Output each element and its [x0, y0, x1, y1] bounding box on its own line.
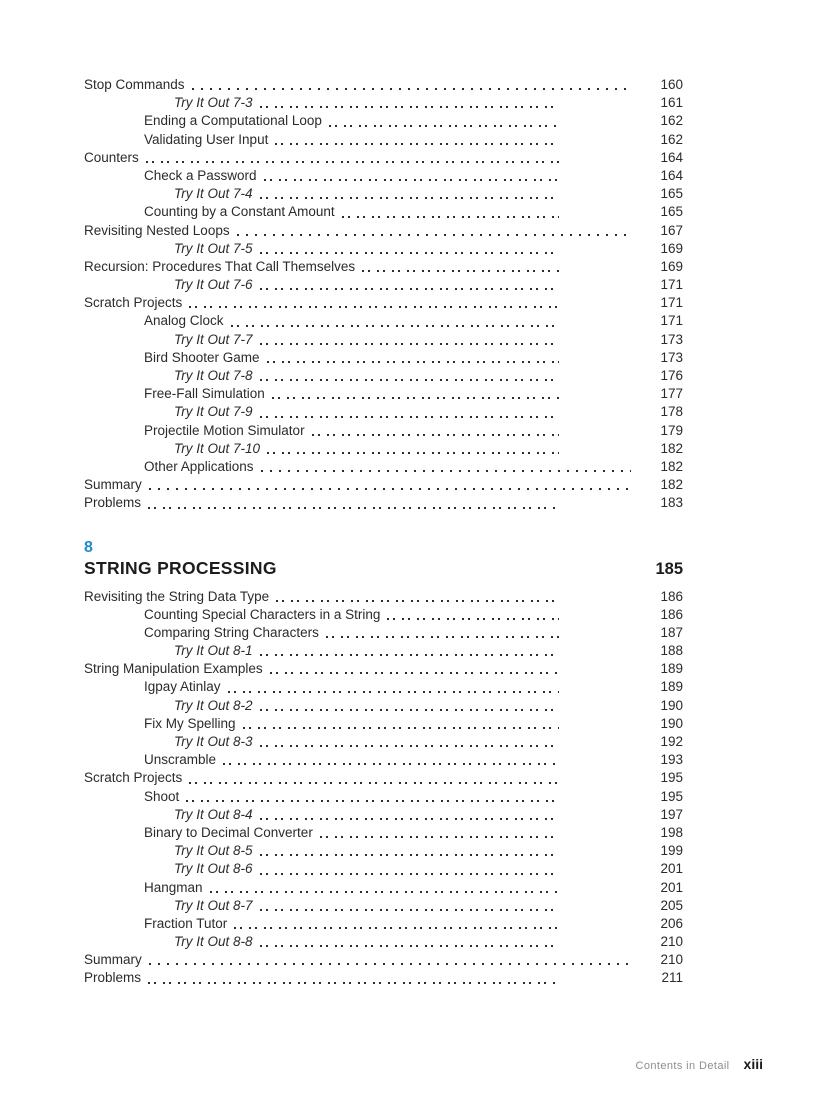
toc-entry: [84, 222, 683, 240]
toc-entry-label: Try It Out 7-9: [174, 404, 253, 420]
dot-leader: [146, 161, 559, 163]
toc-entry-label: Unscramble: [144, 752, 217, 768]
toc-entry-label: Analog Clock: [144, 313, 224, 329]
toc-entry-page-number: 189: [660, 661, 683, 677]
dot-leader: [149, 488, 631, 490]
dot-leader: [234, 927, 559, 929]
toc-entry: [84, 331, 683, 349]
toc-entry: [84, 294, 683, 312]
dot-leader: [276, 600, 559, 602]
toc-entry-page-number: 201: [660, 861, 683, 877]
toc-entry-page-number: 190: [660, 697, 683, 713]
dot-leader: [260, 288, 559, 290]
toc-entry: [84, 933, 683, 951]
toc-entry-label: Try It Out 8-5: [174, 843, 253, 859]
dot-leader: [260, 709, 559, 711]
dot-leader: [260, 379, 559, 381]
toc-entry-label: Try It Out 7-8: [174, 368, 253, 383]
dot-leader: [260, 909, 559, 911]
toc-entry-page-number: 192: [660, 734, 683, 749]
toc-entry-page-number: 186: [660, 588, 683, 604]
toc-entry: [84, 751, 683, 769]
dot-leader: [264, 179, 559, 181]
dot-leader: [260, 252, 559, 254]
toc-entry-page-number: 210: [660, 934, 683, 950]
dot-leader: [189, 782, 559, 784]
toc-entry: [84, 312, 683, 330]
dot-leader: [260, 818, 559, 820]
toc-entry-label: Free-Fall Simulation: [144, 386, 265, 402]
toc-entry: [84, 860, 683, 878]
toc-entry: [84, 258, 683, 276]
dot-leader: [312, 434, 559, 436]
toc-entry: [84, 915, 683, 933]
toc-entry-label: Hangman: [144, 879, 203, 895]
toc-entry-page-number: 161: [660, 95, 683, 111]
toc-entry-label: Scratch Projects: [84, 295, 183, 311]
toc-entry-label: String Manipulation Examples: [84, 661, 263, 677]
toc-entry: [84, 240, 683, 258]
toc-entry: [84, 806, 683, 824]
dot-leader: [270, 672, 559, 674]
toc-entry: [84, 458, 683, 476]
toc-entry-page-number: 164: [660, 167, 683, 183]
toc-entry: [84, 112, 683, 130]
toc-entry-page-number: 173: [660, 331, 683, 347]
toc-entry-label: Try It Out 8-8: [174, 934, 253, 950]
toc-entry-page-number: 162: [660, 113, 683, 129]
chapter8-entries: [84, 588, 683, 988]
dot-leader: [210, 891, 559, 893]
toc-entry: [84, 385, 683, 403]
toc-entry-label: Counting by a Constant Amount: [144, 204, 335, 220]
toc-entry-label: Try It Out 7-10: [174, 440, 261, 456]
dot-leader: [243, 727, 559, 729]
dot-leader: [148, 507, 559, 509]
toc-entry-label: Try It Out 8-2: [174, 697, 253, 713]
dot-leader: [387, 618, 559, 620]
toc-entry: [84, 660, 683, 678]
toc-entry: [84, 131, 683, 149]
toc-entry: [84, 440, 683, 458]
toc-entry: [84, 842, 683, 860]
toc-entry: [84, 588, 683, 606]
chapter-title: STRING PROCESSING: [84, 557, 277, 578]
dot-leader: [237, 234, 631, 236]
toc-entry-page-number: 190: [660, 715, 683, 731]
toc-entry-page-number: 199: [660, 843, 683, 859]
dot-leader: [260, 197, 559, 199]
toc-entry-label: Validating User Input: [144, 131, 269, 147]
toc-entry: [84, 149, 683, 167]
dot-leader: [260, 854, 559, 856]
toc-entry-page-number: 193: [660, 752, 683, 768]
dot-leader: [272, 397, 559, 399]
dot-leader: [148, 982, 559, 984]
toc-entry-label: Try It Out 7-4: [174, 186, 253, 202]
toc-entry-page-number: 195: [660, 770, 683, 786]
dot-leader: [260, 945, 559, 947]
toc-entry-label: Try It Out 8-7: [174, 897, 253, 913]
dot-leader: [261, 470, 631, 472]
toc-entry: [84, 642, 683, 660]
toc-entry: [84, 422, 683, 440]
toc-entry: [84, 824, 683, 842]
chapter7-toc-section: [84, 76, 683, 513]
toc-entry-page-number: 160: [660, 77, 683, 92]
toc-entry: [84, 769, 683, 787]
dot-leader: [275, 143, 559, 145]
toc-entry-label: Ending a Computational Loop: [144, 113, 322, 129]
toc-entry-label: Scratch Projects: [84, 770, 183, 786]
toc-entry: [84, 167, 683, 185]
toc-entry-label: Fraction Tutor: [144, 915, 228, 931]
toc-entry-page-number: 197: [660, 806, 683, 822]
toc-entry-page-number: 165: [660, 186, 683, 202]
toc-entry-page-number: 178: [660, 404, 683, 420]
dot-leader: [362, 270, 559, 272]
toc-entry-label: Igpay Atinlay: [144, 679, 221, 695]
dot-leader: [186, 800, 559, 802]
toc-entry: [84, 185, 683, 203]
dot-leader: [326, 636, 559, 638]
toc-entry: [84, 624, 683, 642]
toc-entry-page-number: 183: [660, 495, 683, 511]
toc-entry: [84, 715, 683, 733]
toc-entry: [84, 606, 683, 624]
toc-entry-label: Check a Password: [144, 167, 257, 183]
toc-entry-page-number: 198: [660, 824, 683, 840]
toc-entry: [84, 367, 683, 385]
toc-entry-label: Shoot: [144, 788, 180, 804]
dot-leader: [267, 452, 559, 454]
toc-entry: [84, 403, 683, 421]
toc-entry-page-number: 179: [660, 422, 683, 438]
dot-leader: [149, 963, 631, 965]
toc-entry-page-number: 206: [660, 915, 683, 931]
toc-entry-page-number: 171: [660, 295, 683, 311]
dot-leader: [329, 125, 559, 127]
toc-entry-label: Try It Out 7-7: [174, 331, 253, 347]
toc-entry-page-number: 182: [660, 440, 683, 456]
dot-leader: [320, 836, 559, 838]
toc-entry-page-number: 171: [660, 313, 683, 329]
toc-entry-label: Try It Out 8-3: [174, 734, 253, 749]
footer-section-label: Contents in Detail: [635, 1060, 730, 1072]
toc-entry: [84, 349, 683, 367]
toc-entry-page-number: 162: [660, 131, 683, 147]
toc-entry-label: Summary: [84, 952, 142, 968]
toc-entry-page-number: 188: [660, 643, 683, 659]
toc-entry: [84, 733, 683, 751]
toc-entry-page-number: 201: [660, 879, 683, 895]
dot-leader: [231, 325, 559, 327]
toc-entry: [84, 697, 683, 715]
toc-entry-label: Counters: [84, 149, 139, 165]
toc-entry-label: Comparing String Characters: [144, 624, 319, 640]
toc-entry-label: Summary: [84, 477, 142, 493]
toc-entry-page-number: 171: [660, 277, 683, 293]
toc-entry-page-number: 211: [661, 970, 683, 986]
toc-entry-page-number: 182: [660, 458, 683, 474]
toc-entry-page-number: 210: [660, 952, 683, 968]
toc-entry-label: Bird Shooter Game: [144, 349, 260, 365]
dot-leader: [192, 88, 631, 90]
toc-entry: [84, 76, 683, 94]
toc-entry-page-number: 169: [660, 258, 683, 274]
toc-entry-label: Try It Out 7-3: [174, 95, 253, 111]
toc-entry-page-number: 177: [660, 386, 683, 402]
toc-entry: [84, 879, 683, 897]
toc-entry-label: Other Applications: [144, 458, 254, 474]
toc-entry-label: Problems: [84, 495, 142, 511]
chapter-number: 8: [84, 538, 93, 556]
toc-entry: [84, 494, 683, 512]
dot-leader: [260, 873, 559, 875]
dot-leader: [267, 361, 559, 363]
chapter-start-page: 185: [655, 559, 683, 578]
footer-page-number: xiii: [743, 1056, 763, 1072]
toc-entry: [84, 951, 683, 969]
toc-entry-label: Fix My Spelling: [144, 715, 236, 731]
toc-entry-label: Counting Special Characters in a String: [144, 606, 381, 622]
dot-leader: [189, 306, 559, 308]
toc-entry-label: Try It Out 8-6: [174, 861, 253, 877]
chapter7-entries: [84, 76, 683, 513]
toc-entry-page-number: 173: [660, 349, 683, 365]
dot-leader: [260, 654, 559, 656]
dot-leader: [342, 216, 559, 218]
toc-entry-page-number: 164: [660, 149, 683, 165]
dot-leader: [260, 416, 559, 418]
toc-entry-page-number: 176: [660, 368, 683, 383]
dot-leader: [260, 745, 559, 747]
toc-entry-page-number: 165: [660, 204, 683, 220]
toc-entry-label: Binary to Decimal Converter: [144, 824, 313, 840]
toc-entry-page-number: 187: [660, 624, 683, 640]
toc-entry-label: Problems: [84, 970, 142, 986]
toc-page-content: [84, 76, 683, 988]
toc-entry: [84, 788, 683, 806]
toc-entry-page-number: 186: [660, 606, 683, 622]
dot-leader: [260, 343, 559, 345]
toc-entry-label: Recursion: Procedures That Call Themselves: [84, 258, 356, 274]
toc-entry-label: Stop Commands: [84, 77, 185, 92]
toc-entry-page-number: 169: [660, 240, 683, 256]
toc-entry-label: Try It Out 8-4: [174, 806, 253, 822]
toc-entry-page-number: 182: [660, 477, 683, 493]
toc-entry-page-number: 189: [660, 679, 683, 695]
chapter8-toc-section: [84, 588, 683, 988]
dot-leader: [260, 106, 559, 108]
toc-entry-label: Try It Out 8-1: [174, 643, 253, 659]
chapter8-heading: [84, 539, 683, 580]
dot-leader: [223, 763, 559, 765]
toc-entry-page-number: 167: [660, 222, 683, 238]
toc-entry: [84, 476, 683, 494]
toc-entry-label: Try It Out 7-5: [174, 240, 253, 256]
toc-entry-page-number: 205: [660, 897, 683, 913]
toc-entry: [84, 897, 683, 915]
toc-entry-label: Revisiting the String Data Type: [84, 588, 270, 604]
toc-entry: [84, 94, 683, 112]
toc-entry: [84, 276, 683, 294]
toc-entry: [84, 969, 683, 987]
toc-entry-page-number: 195: [660, 788, 683, 804]
chapter-title-row: [84, 557, 683, 580]
toc-entry: [84, 203, 683, 221]
page-footer: [636, 1056, 764, 1072]
toc-entry-label: Try It Out 7-6: [174, 277, 253, 293]
toc-entry-label: Projectile Motion Simulator: [144, 422, 305, 438]
dot-leader: [228, 691, 559, 693]
toc-entry-label: Revisiting Nested Loops: [84, 222, 230, 238]
toc-entry: [84, 678, 683, 696]
